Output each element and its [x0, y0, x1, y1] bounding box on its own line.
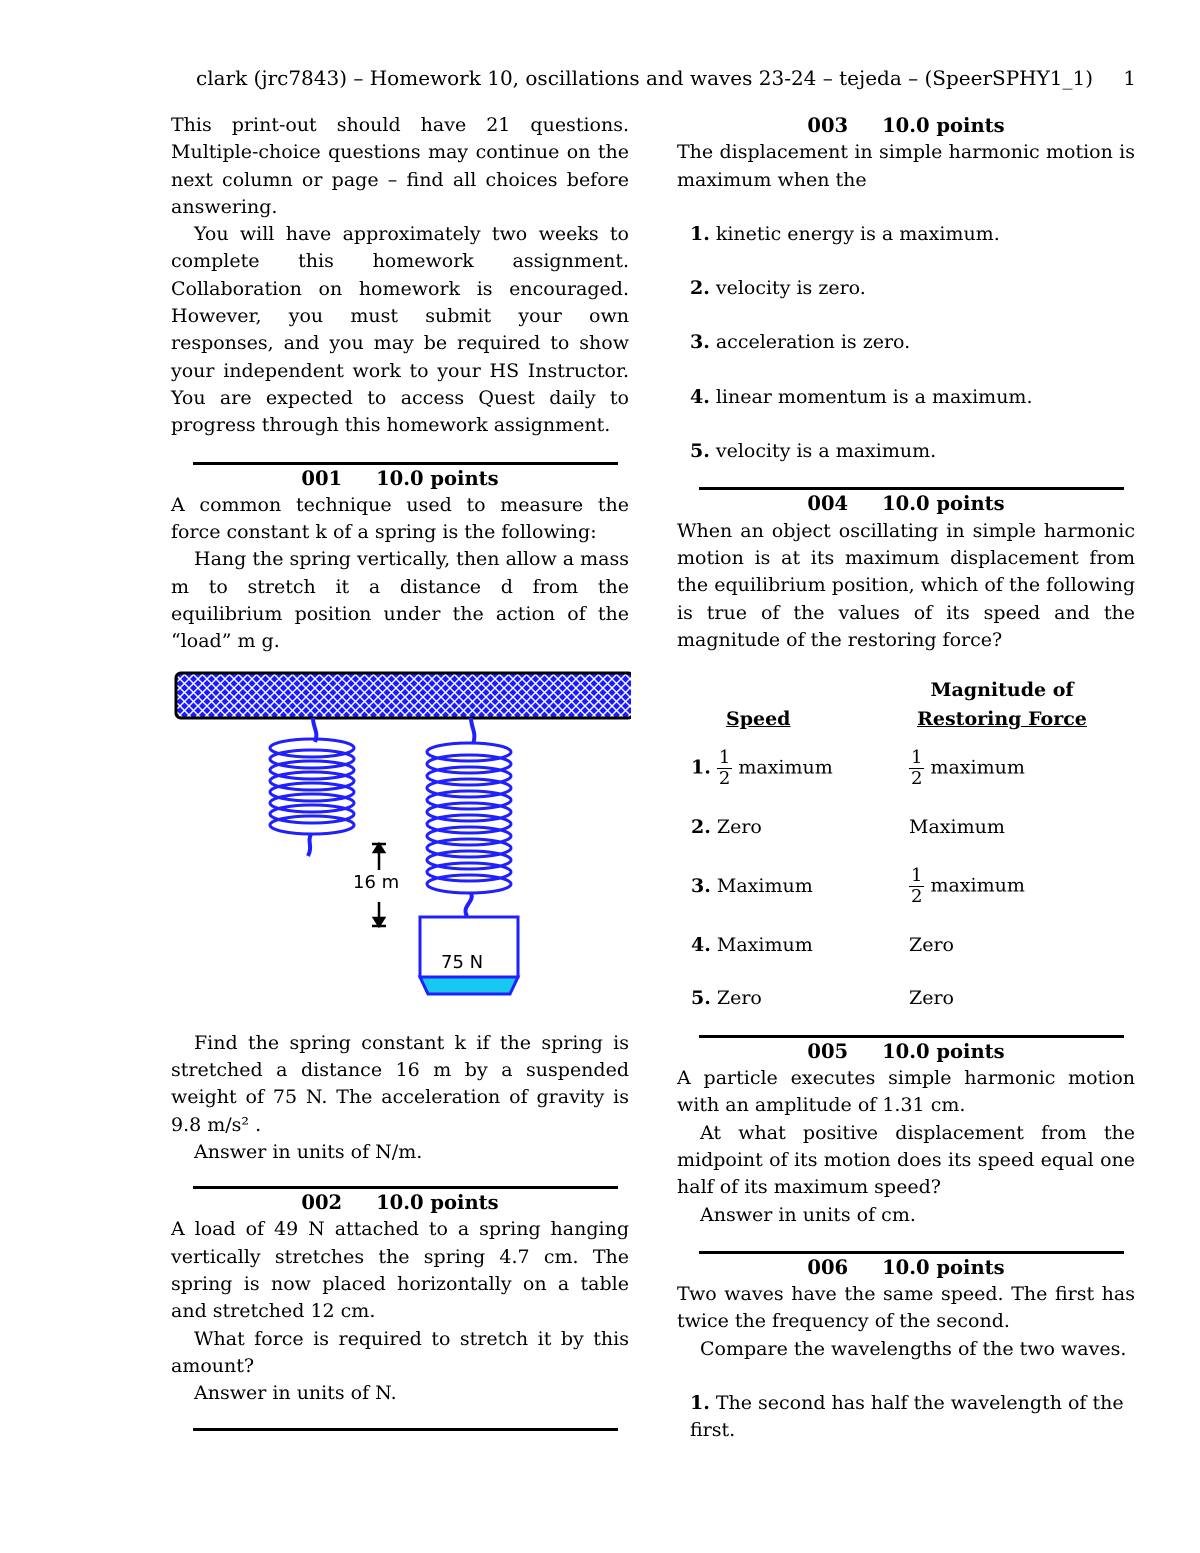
q005-text-2: At what positive displacement from the midpoint of its motion does its speed equal one half of its maximum speed?: [677, 1121, 1135, 1199]
table-header-line1: Magnitude of: [930, 679, 1074, 702]
page-number: 1: [1123, 66, 1136, 90]
q001-answer-units: Answer in units of N/m.: [194, 1140, 423, 1163]
fraction: $\frac{1}{2}$: [911, 865, 923, 908]
question-divider: [193, 1428, 618, 1431]
q001-text-2: Hang the spring vertically, then allow a mass m to stretch it a distance d from the equilibrium position under the action of the “load” m g.: [171, 548, 630, 653]
question-points: 10.0 points: [882, 1039, 1005, 1063]
right-column: [677, 112, 1135, 1445]
question-header-001: [171, 465, 629, 492]
table-row: 2. Zero Maximum: [691, 816, 1005, 839]
spring-figure: [171, 670, 629, 1030]
q004-answer-table: [690, 676, 1096, 1027]
question-header-003: [677, 112, 1135, 139]
intro-paragraph-2: You will have approximately two weeks to complete this homework assignment. Collaboration on homework is encouraged. However, you must submit your own responses, and you may be required to show your independent work to your HS Instructor. You are expected to access Quest daily to progress through this homework assignment.: [171, 223, 629, 437]
question-number: 003: [807, 114, 849, 137]
q006-text-1: Two waves have the same speed. The first has twice the frequency of the second.: [677, 1283, 1135, 1333]
fraction: $\frac{1}{2}$: [911, 747, 923, 790]
answer-choice: 1. kinetic energy is a maximum.: [690, 222, 1000, 245]
question-points: 10.0 points: [882, 114, 1005, 137]
question-points: 10.0 points: [376, 466, 499, 490]
answer-choice: 2. velocity is zero.: [690, 277, 866, 300]
table-row: 5. Zero Zero: [691, 987, 954, 1010]
table-row: 1. $\frac{1}{2}$ maximum $\frac{1}{2}$ maximum: [691, 747, 1025, 790]
distance-label: 16 m: [353, 871, 400, 893]
answer-choice: 4. linear momentum is a maximum.: [690, 385, 1033, 408]
speed-header: Speed: [726, 708, 791, 731]
question-number: 006: [807, 1255, 849, 1279]
q002-text-2: What force is required to stretch it by this amount?: [171, 1327, 629, 1377]
question-points: 10.0 points: [882, 1255, 1005, 1279]
q005-text-1: A particle executes simple harmonic motion with an amplitude of 1.31 cm.: [677, 1067, 1135, 1117]
intro-paragraph-1: This print-out should have 21 questions. Multiple-choice questions may continue on the next column or page – find all choices before answering.: [171, 114, 629, 218]
q001-text-1: A common technique used to measure the force constant k of a spring is the following:: [171, 493, 629, 544]
ceiling-beam: [176, 673, 631, 718]
question-number: 004: [807, 492, 849, 516]
question-header-006: [677, 1254, 1135, 1281]
q002-answer-units: Answer in units of N.: [194, 1382, 397, 1405]
question-points: 10.0 points: [882, 492, 1005, 516]
unstretched-spring: [270, 739, 354, 834]
question-number: 005: [807, 1039, 849, 1063]
answer-choice: 5. velocity is a maximum.: [690, 440, 937, 463]
weight-label: 75 N: [441, 951, 484, 973]
question-number: 001: [301, 466, 343, 490]
question-points: 10.0 points: [376, 1191, 499, 1215]
spring-diagram: [171, 670, 631, 1030]
q006-text-2: Compare the wavelengths of the two waves.: [700, 1337, 1127, 1360]
force-header: Restoring Force: [917, 708, 1087, 731]
answer-choice: 1. The second has half the wavelength of the first.: [690, 1392, 1124, 1442]
question-header-004: [677, 490, 1135, 517]
question-number: 002: [301, 1191, 343, 1215]
page-header: [196, 66, 1136, 90]
header-title: clark (jrc7843) – Homework 10, oscillations and waves 23-24 – tejeda – (SpeerSPHY1_1): [196, 66, 1094, 90]
question-header-002: [171, 1189, 629, 1216]
table-row: 3. Maximum $\frac{1}{2}$ maximum: [691, 865, 1025, 908]
answer-choice: 3. acceleration is zero.: [690, 331, 911, 354]
question-header-005: [677, 1038, 1135, 1065]
q004-stem: When an object oscillating in simple harmonic motion is at its maximum displacement from the equilibrium position, which of the following is true of the values of its speed and the magnitude of the restoring force?: [677, 519, 1135, 651]
q003-stem: The displacement in simple harmonic motion is maximum when the: [677, 141, 1135, 191]
q005-answer-units: Answer in units of cm.: [700, 1203, 916, 1226]
stretched-spring: [427, 743, 511, 893]
table-row: 4. Maximum Zero: [691, 934, 954, 957]
weight-base: [420, 977, 518, 994]
left-column: [171, 112, 629, 1431]
q002-text-1: A load of 49 N attached to a spring hanging vertically stretches the spring 4.7 cm. The spring is now placed horizontally on a table and stretched 12 cm.: [171, 1218, 629, 1323]
fraction: $\frac{1}{2}$: [718, 747, 731, 790]
q001-text-3: Find the spring constant k if the spring is stretched a distance 16 m by a suspended weight of 75 N. The acceleration of gravity is 9.8 m/s² .: [171, 1031, 629, 1136]
